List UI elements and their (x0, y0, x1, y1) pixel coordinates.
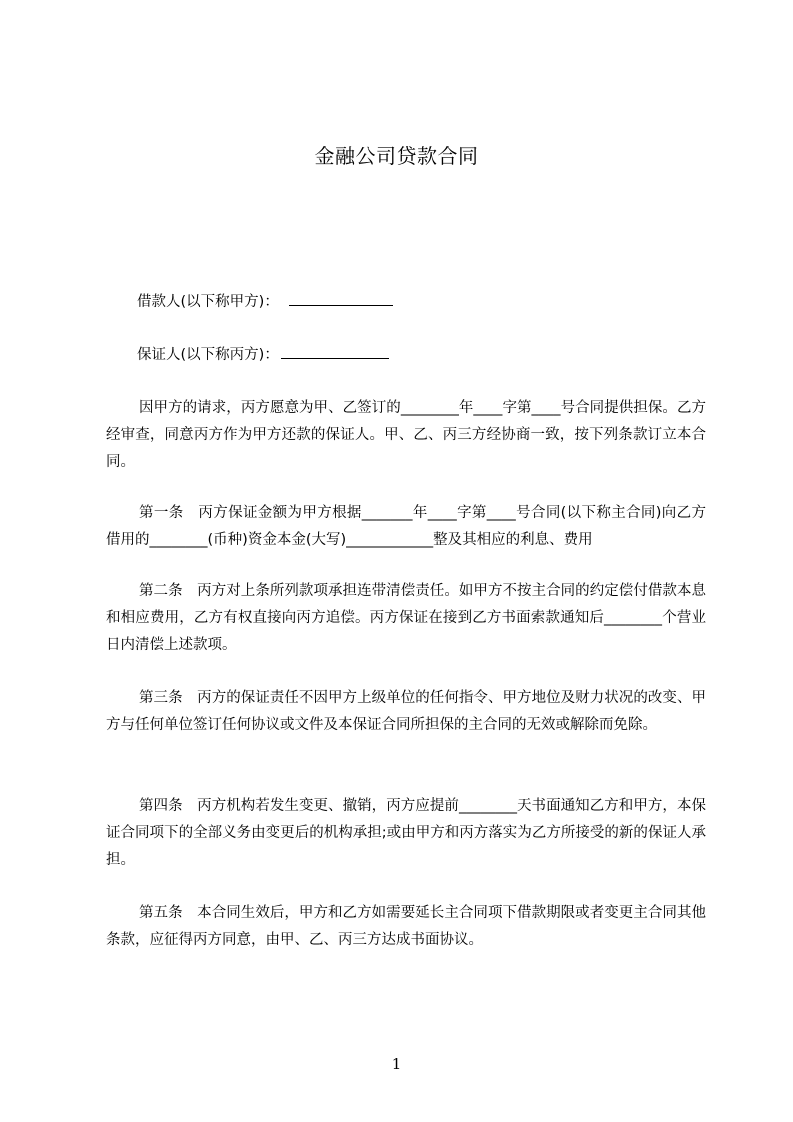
article-1: 第一条 丙方保证金额为甲方根据_______年____字第____号合同(以下称主合同)向乙方借用的________(币种)资金本金(大写)____________整及其相应的利息、费用 (106, 505, 706, 548)
borrower-blank (289, 289, 393, 306)
article-2: 第二条 丙方对上条所列款项承担连带清偿责任。如甲方不按主合同的约定偿付借款本息和相应费用，乙方有权直接向丙方追偿。丙方保证在接到乙方书面索款通知后________个营业日内清偿上述款项。 (106, 583, 706, 653)
guarantor-line (137, 342, 389, 366)
article-5: 第五条 本合同生效后，甲方和乙方如需要延长主合同项下借款期限或者变更主合同其他条款，应征得丙方同意，由甲、乙、丙三方达成书面协议。 (106, 905, 706, 948)
intro-paragraph: 因甲方的请求，丙方愿意为甲、乙签订的________年____字第____号合同提供担保。乙方经审查，同意丙方作为甲方还款的保证人。甲、乙、丙三方经协商一致，按下列条款订立本合同。 (106, 400, 706, 470)
article-3: 第三条 丙方的保证责任不因甲方上级单位的任何指令、甲方地位及财力状况的改变、甲方与任何单位签订任何协议或文件及本保证合同所担保的主合同的无效或解除而免除。 (106, 690, 706, 733)
page-number: 1 (391, 1055, 402, 1073)
borrower-line (137, 289, 393, 313)
guarantor-blank (281, 342, 389, 359)
guarantor-label: 保证人(以下称丙方)： (137, 347, 279, 363)
article-4: 第四条 丙方机构若发生变更、撤销，丙方应提前________天书面通知乙方和甲方，本保证合同项下的全部义务由变更后的机构承担;或由甲方和丙方落实为乙方所接受的新的保证人承担。 (106, 798, 706, 868)
borrower-label: 借款人(以下称甲方)： (137, 294, 279, 310)
document-title: 金融公司贷款合同 (314, 144, 479, 168)
